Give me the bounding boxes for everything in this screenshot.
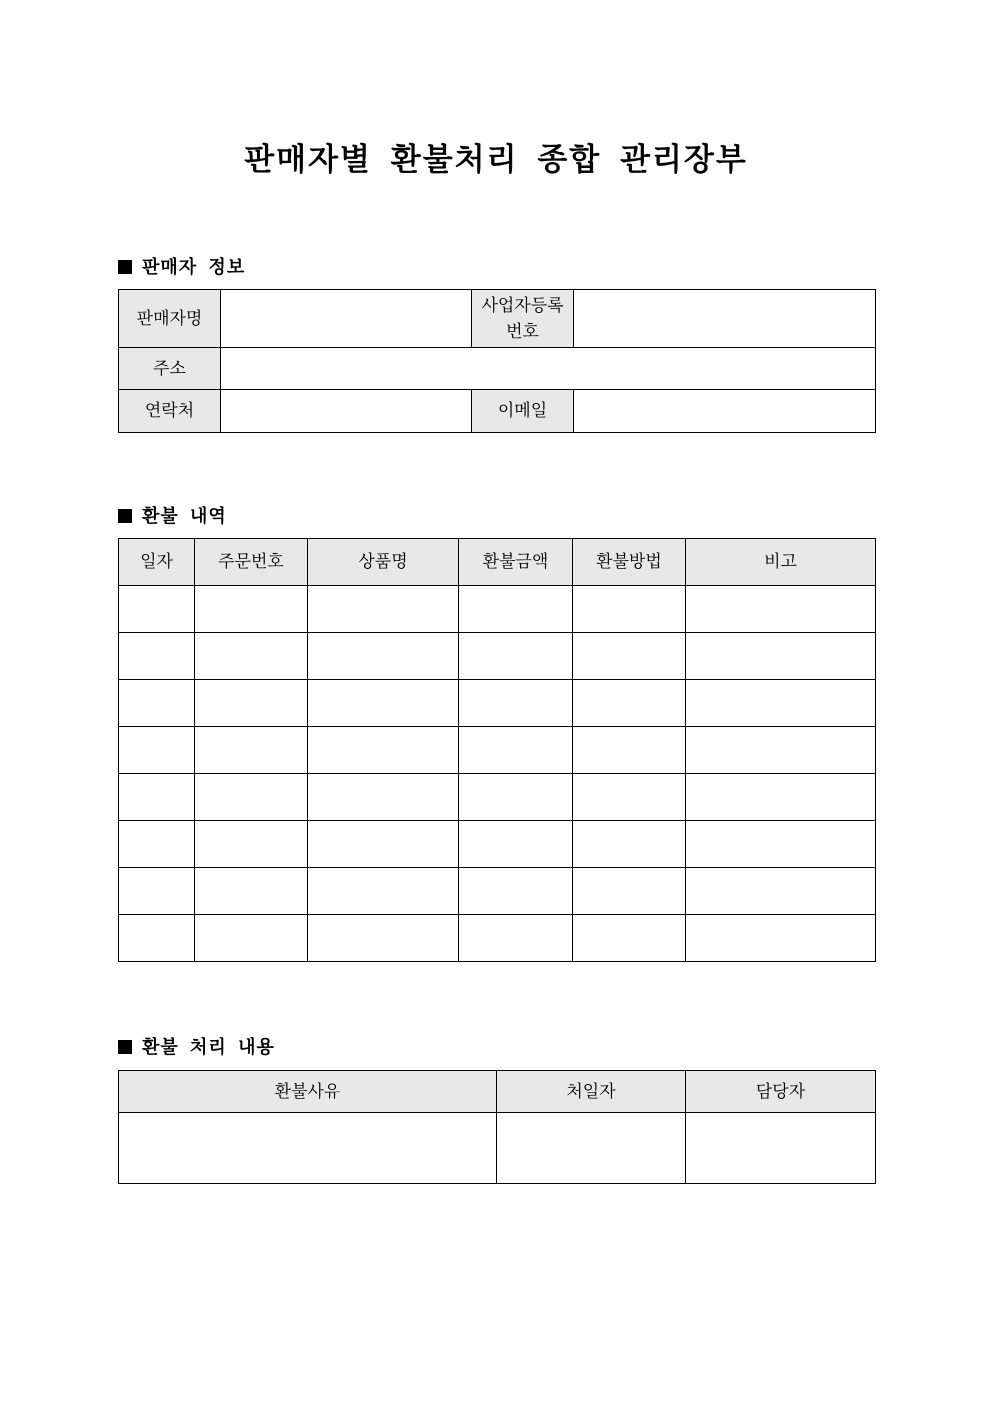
manager-field[interactable]: [686, 1113, 876, 1184]
column-header-refund-amount: 환불금액: [459, 539, 573, 586]
product-name-cell[interactable]: [308, 821, 459, 868]
section-heading-text: 환불 내역: [142, 506, 227, 527]
remarks-cell[interactable]: [686, 868, 876, 915]
date-cell[interactable]: [119, 915, 195, 962]
refund-amount-cell[interactable]: [459, 633, 573, 680]
order-number-cell[interactable]: [195, 821, 308, 868]
date-cell[interactable]: [119, 821, 195, 868]
seller-info-row: [119, 390, 876, 433]
section-heading-text: 환불 처리 내용: [142, 1037, 275, 1058]
refund-method-cell[interactable]: [573, 774, 686, 821]
seller-name-field[interactable]: [221, 290, 472, 348]
refund-method-cell[interactable]: [573, 727, 686, 774]
column-header-refund-method: 환불방법: [573, 539, 686, 586]
refund-method-cell[interactable]: [573, 586, 686, 633]
contact-field[interactable]: [221, 390, 472, 433]
remarks-cell[interactable]: [686, 774, 876, 821]
table-row: [119, 680, 876, 727]
page-title: 판매자별 환불처리 종합 관리장부: [244, 142, 748, 178]
seller-name-label: 판매자명: [119, 290, 221, 348]
column-header-date: 일자: [119, 539, 195, 586]
table-row: [119, 821, 876, 868]
table-row: [119, 774, 876, 821]
product-name-cell[interactable]: [308, 586, 459, 633]
address-label: 주소: [119, 348, 221, 390]
remarks-cell[interactable]: [686, 821, 876, 868]
business-reg-label-line1: 사업자등록: [481, 295, 564, 316]
product-name-cell[interactable]: [308, 727, 459, 774]
remarks-cell[interactable]: [686, 633, 876, 680]
table-row: [119, 868, 876, 915]
refund-amount-cell[interactable]: [459, 821, 573, 868]
table-row: [119, 633, 876, 680]
business-reg-label: [472, 290, 574, 348]
date-cell[interactable]: [119, 633, 195, 680]
order-number-cell[interactable]: [195, 633, 308, 680]
refund-amount-cell[interactable]: [459, 586, 573, 633]
remarks-cell[interactable]: [686, 915, 876, 962]
refund-history-table: [118, 538, 876, 962]
remarks-cell[interactable]: [686, 680, 876, 727]
date-cell[interactable]: [119, 586, 195, 633]
square-bullet-icon: [118, 1040, 132, 1054]
table-row: [119, 915, 876, 962]
refund-amount-cell[interactable]: [459, 868, 573, 915]
date-cell[interactable]: [119, 727, 195, 774]
square-bullet-icon: [118, 260, 132, 274]
business-reg-field[interactable]: [574, 290, 876, 348]
date-cell[interactable]: [119, 680, 195, 727]
date-cell[interactable]: [119, 774, 195, 821]
seller-info-row: [119, 290, 876, 348]
product-name-cell[interactable]: [308, 680, 459, 727]
seller-info-table: [118, 289, 876, 433]
product-name-cell[interactable]: [308, 633, 459, 680]
column-header-product-name: 상품명: [308, 539, 459, 586]
refund-method-cell[interactable]: [573, 915, 686, 962]
section-heading-seller-info: [118, 253, 245, 279]
refund-amount-cell[interactable]: [459, 915, 573, 962]
section-heading-refund-processing: [118, 1033, 275, 1059]
section-heading-text: 판매자 정보: [142, 257, 246, 278]
table-row: [119, 586, 876, 633]
product-name-cell[interactable]: [308, 774, 459, 821]
square-bullet-icon: [118, 509, 132, 523]
remarks-cell[interactable]: [686, 727, 876, 774]
column-header-remarks: 비고: [686, 539, 876, 586]
refund-method-cell[interactable]: [573, 868, 686, 915]
seller-info-row: [119, 348, 876, 390]
section-heading-refund-history: [118, 502, 227, 528]
column-header-order-number: 주문번호: [195, 539, 308, 586]
address-field[interactable]: [221, 348, 876, 390]
contact-label: 연락처: [119, 390, 221, 433]
order-number-cell[interactable]: [195, 915, 308, 962]
email-field[interactable]: [574, 390, 876, 433]
refund-reason-field[interactable]: [119, 1113, 497, 1184]
refund-history-body: [119, 586, 876, 962]
refund-processing-header-row: [119, 1071, 876, 1113]
refund-history-header-row: [119, 539, 876, 586]
order-number-cell[interactable]: [195, 586, 308, 633]
order-number-cell[interactable]: [195, 868, 308, 915]
column-header-processing-date: 처일자: [497, 1071, 686, 1113]
table-row: [119, 727, 876, 774]
column-header-manager: 담당자: [686, 1071, 876, 1113]
refund-amount-cell[interactable]: [459, 774, 573, 821]
business-reg-label-line2: 번호: [506, 321, 539, 342]
refund-method-cell[interactable]: [573, 821, 686, 868]
product-name-cell[interactable]: [308, 915, 459, 962]
refund-amount-cell[interactable]: [459, 727, 573, 774]
refund-processing-row: [119, 1113, 876, 1184]
refund-method-cell[interactable]: [573, 680, 686, 727]
order-number-cell[interactable]: [195, 680, 308, 727]
email-label: 이메일: [472, 390, 574, 433]
date-cell[interactable]: [119, 868, 195, 915]
remarks-cell[interactable]: [686, 586, 876, 633]
refund-processing-table: [118, 1070, 876, 1184]
order-number-cell[interactable]: [195, 774, 308, 821]
order-number-cell[interactable]: [195, 727, 308, 774]
refund-amount-cell[interactable]: [459, 680, 573, 727]
processing-date-field[interactable]: [497, 1113, 686, 1184]
product-name-cell[interactable]: [308, 868, 459, 915]
column-header-refund-reason: 환불사유: [119, 1071, 497, 1113]
refund-method-cell[interactable]: [573, 633, 686, 680]
